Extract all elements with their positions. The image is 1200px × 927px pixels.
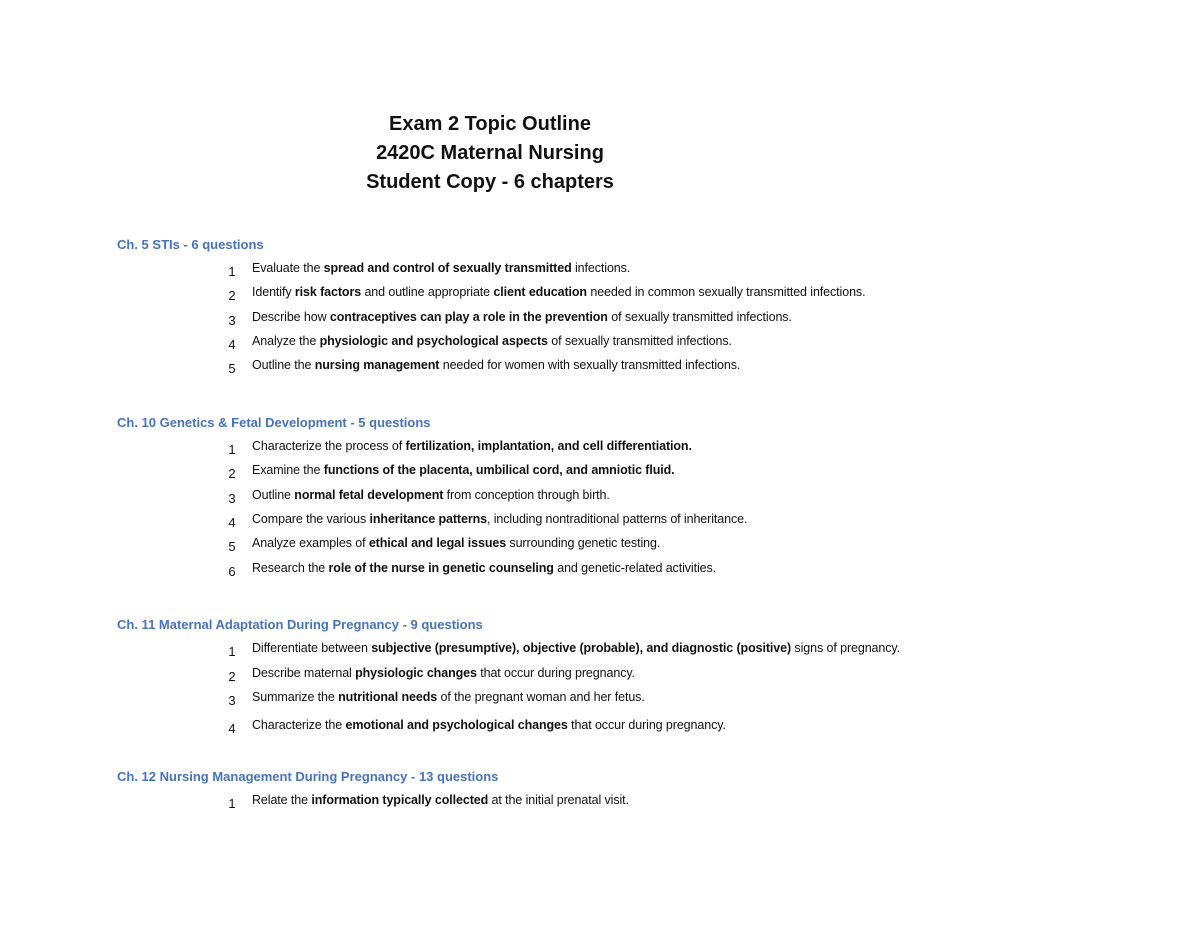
objective-text-segment: that occur during pregnancy.	[567, 717, 726, 732]
objective-text	[252, 718, 726, 732]
objective-text	[252, 536, 660, 550]
objective-item	[0, 488, 1200, 510]
objective-number: 4	[228, 336, 236, 352]
objective-key-phrase: normal fetal development	[294, 487, 444, 502]
objective-number: 1	[228, 264, 236, 279]
objective-item	[0, 261, 1200, 283]
objective-item	[0, 285, 1200, 307]
objective-number: 5	[228, 539, 236, 555]
title-line-copy: Student Copy - 6 chapters	[366, 171, 614, 193]
objective-text-segment: Differentiate between	[252, 641, 372, 655]
objective-text-segment: of sexually transmitted infections.	[547, 333, 732, 348]
objective-text	[252, 439, 692, 453]
objective-text-segment: from conception through birth.	[443, 487, 610, 502]
objective-key-phrase: ethical and legal issues	[368, 536, 507, 551]
objective-text-segment: Outline	[252, 487, 295, 502]
objective-item	[0, 690, 1200, 712]
objective-text	[252, 285, 865, 299]
objective-key-phrase: role of the nurse in genetic counseling	[328, 560, 554, 575]
objective-key-phrase: spread and control of sexually transmitted	[323, 261, 572, 275]
objective-text	[252, 261, 630, 275]
objective-key-phrase: nursing management	[314, 358, 440, 373]
objective-text-segment: Describe maternal	[252, 665, 356, 680]
section-heading: Ch. 5 STIs - 6 questions	[117, 237, 264, 252]
objective-text-segment: , including nontraditional patterns of inheritance.	[487, 511, 748, 526]
objective-text-segment: Characterize the process of	[252, 439, 406, 453]
objective-text-segment: Examine the	[252, 463, 324, 478]
objective-text-segment: Compare the various	[252, 511, 370, 526]
objective-item	[0, 439, 1200, 461]
objective-key-phrase: information typically collected	[311, 793, 489, 807]
objective-number: 1	[228, 644, 236, 659]
objective-item	[0, 641, 1200, 663]
objective-number: 3	[228, 312, 236, 328]
objective-key-phrase: physiologic and psychological aspects	[319, 333, 548, 348]
objective-key-phrase: client education	[493, 285, 587, 300]
objective-item	[0, 310, 1200, 332]
objective-text-segment: and genetic-related activities.	[553, 560, 717, 575]
objective-key-phrase: nutritional needs	[338, 690, 438, 704]
objective-text-segment: Characterize the	[252, 717, 346, 732]
objective-text	[252, 641, 900, 655]
objective-item	[0, 463, 1200, 485]
objective-text-segment: Research the	[252, 560, 329, 575]
objective-number: 1	[228, 442, 236, 457]
title-line-exam: Exam 2 Topic Outline	[389, 113, 591, 135]
objective-text	[252, 334, 732, 348]
objective-text-segment: that occur during pregnancy.	[476, 665, 635, 680]
section-heading: Ch. 12 Nursing Management During Pregnancy - 13 questions	[117, 769, 499, 784]
objective-text	[252, 488, 610, 502]
objective-text-segment: Evaluate the	[252, 261, 324, 275]
objective-text	[252, 463, 675, 477]
objective-item	[0, 512, 1200, 534]
objective-item	[0, 718, 1200, 740]
objective-number: 6	[228, 563, 236, 579]
objective-key-phrase: subjective (presumptive), objective (probable), and diagnostic (positive)	[371, 641, 792, 655]
objective-text-segment: Summarize the	[252, 690, 339, 704]
objective-item	[0, 334, 1200, 356]
objective-number: 3	[228, 693, 236, 708]
title-line-course: 2420C Maternal Nursing	[376, 142, 604, 164]
objective-text	[252, 561, 716, 575]
objective-text-segment: Analyze the	[252, 333, 320, 348]
objective-number: 2	[228, 668, 236, 684]
objective-text-segment: needed for women with sexually transmitted infections.	[439, 358, 741, 373]
objective-number: 3	[228, 490, 236, 506]
objective-item	[0, 666, 1200, 688]
objective-text-segment: at the initial prenatal visit.	[488, 793, 629, 807]
objective-key-phrase: risk factors	[294, 285, 362, 300]
section-heading: Ch. 10 Genetics & Fetal Development - 5 questions	[117, 415, 431, 430]
objective-key-phrase: fertilization, implantation, and cell differentiation.	[405, 439, 692, 453]
objective-text-segment: Analyze examples of	[252, 536, 369, 551]
objective-number: 4	[228, 720, 236, 736]
objective-text-segment: Identify	[252, 285, 295, 300]
objective-key-phrase: emotional and psychological changes	[345, 717, 568, 732]
section-heading: Ch. 11 Maternal Adaptation During Pregnancy - 9 questions	[117, 617, 483, 632]
objective-key-phrase: physiologic changes	[355, 665, 477, 680]
objective-text	[252, 310, 792, 324]
objective-text-segment: surrounding genetic testing.	[506, 536, 661, 551]
objective-key-phrase: functions of the placenta, umbilical cord, and amniotic fluid.	[323, 463, 675, 478]
objective-text-segment: signs of pregnancy.	[791, 641, 901, 655]
objective-text	[252, 358, 740, 372]
objective-number: 2	[228, 466, 236, 482]
objective-text-segment: of sexually transmitted infections.	[607, 309, 792, 324]
objective-number: 1	[228, 796, 236, 811]
objective-item	[0, 561, 1200, 583]
objective-text-segment: infections.	[571, 261, 631, 275]
objective-text-segment: of the pregnant woman and her fetus.	[437, 690, 645, 704]
objective-key-phrase: contraceptives can play a role in the prevention	[329, 309, 608, 324]
document-title	[340, 110, 640, 197]
objective-text-segment: Describe how	[252, 309, 330, 324]
objective-text-segment: Relate the	[252, 793, 312, 807]
objective-number: 5	[228, 361, 236, 377]
objective-number: 4	[228, 514, 236, 530]
objective-text	[252, 690, 645, 704]
objective-key-phrase: inheritance patterns	[369, 511, 487, 526]
objective-number: 2	[228, 288, 236, 304]
objective-item	[0, 536, 1200, 558]
objective-text	[252, 793, 629, 807]
objective-text	[252, 666, 635, 680]
objective-item	[0, 358, 1200, 380]
objective-item	[0, 793, 1200, 815]
objective-text	[252, 512, 747, 526]
objective-text-segment: needed in common sexually transmitted infections.	[586, 285, 866, 300]
objective-text-segment: Outline the	[252, 358, 315, 373]
objective-text-segment: and outline appropriate	[361, 285, 494, 300]
